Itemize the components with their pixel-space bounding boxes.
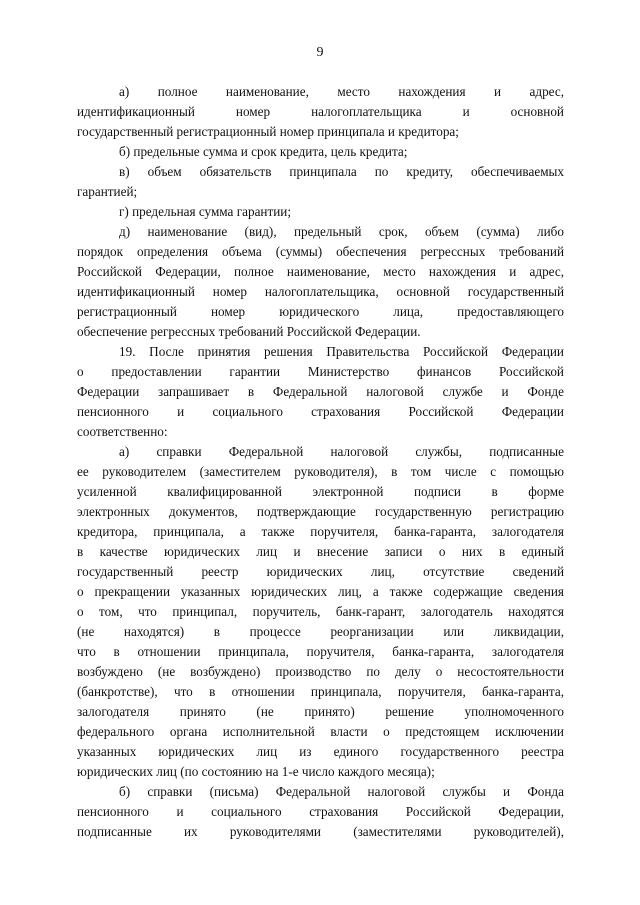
- text-line: идентификационный номер налогоплательщика, основной государственный: [77, 284, 564, 299]
- text-line: д) наименование (вид), предельный срок, объем (сумма) либо: [119, 224, 564, 239]
- document-body: [77, 82, 564, 842]
- text-line: Федерации запрашивает в Федеральной налоговой службе и Фонде: [77, 384, 564, 399]
- text-line: федерального органа исполнительной власти о предстоящем исключении: [77, 724, 564, 739]
- text-line: б) предельные сумма и срок кредита, цель кредита;: [119, 144, 408, 159]
- text-line: о прекращении указанных юридических лиц, а также содержащие сведения: [77, 584, 564, 599]
- text-line: в) объем обязательств принципала по кредиту, обеспечиваемых: [119, 164, 564, 179]
- text-line: б) справки (письма) Федеральной налоговой службы и Фонда: [119, 784, 564, 799]
- text-line: соответственно:: [77, 424, 168, 439]
- text-line: г) предельная сумма гарантии;: [119, 204, 292, 219]
- text-line: идентификационный номер налогоплательщика и основной: [77, 104, 564, 119]
- text-line: залогодателя принято (не принято) решение уполномоченного: [77, 704, 564, 719]
- text-line: (банкротстве), что в отношении принципала, поручителя, банка-гаранта,: [77, 684, 564, 699]
- text-line: государственный регистрационный номер принципала и кредитора;: [77, 124, 459, 139]
- text-line: (не находятся) в процессе реорганизации или ликвидации,: [77, 624, 564, 639]
- text-line: регистрационный номер юридического лица, предоставляющего: [77, 304, 564, 319]
- text-line: а) справки Федеральной налоговой службы, подписанные: [119, 444, 564, 459]
- text-line: юридических лиц (по состоянию на 1-е число каждого месяца);: [77, 764, 435, 779]
- text-line: что в отношении принципала, поручителя, банка-гаранта, залогодателя: [77, 644, 564, 659]
- text-line: о предоставлении гарантии Министерство финансов Российской: [77, 364, 564, 379]
- text-line: ее руководителем (заместителем руководителя), в том числе с помощью: [77, 464, 564, 479]
- text-line: усиленной квалифицированной электронной подписи в форме: [77, 484, 564, 499]
- text-line: гарантией;: [77, 184, 138, 199]
- text-line: пенсионного и социального страхования Российской Федерации: [77, 404, 564, 419]
- text-line: электронных документов, подтверждающие государственную регистрацию: [77, 504, 564, 519]
- text-line: о том, что принципал, поручитель, банк-гарант, залогодатель находятся: [77, 604, 564, 619]
- text-line: а) полное наименование, место нахождения и адрес,: [119, 84, 564, 99]
- text-line: Российской Федерации, полное наименование, место нахождения и адрес,: [77, 264, 564, 279]
- text-line: государственный реестр юридических лиц, отсутствие сведений: [77, 564, 564, 579]
- text-line: в качестве юридических лиц и внесение записи о них в единый: [77, 544, 564, 559]
- text-line: кредитора, принципала, а также поручителя, банка-гаранта, залогодателя: [77, 524, 564, 539]
- text-line: обеспечение регрессных требований Российской Федерации.: [77, 324, 421, 339]
- page-number: 9: [316, 45, 324, 60]
- text-line: подписанные их руководителями (заместителями руководителей),: [77, 824, 564, 839]
- text-line: возбуждено (не возбуждено) производство по делу о несостоятельности: [77, 664, 564, 679]
- text-line: указанных юридических лиц из единого государственного реестра: [77, 744, 564, 759]
- text-line: пенсионного и социального страхования Российской Федерации,: [77, 804, 564, 819]
- text-line: порядок определения объема (суммы) обеспечения регрессных требований: [77, 244, 564, 259]
- text-line: 19. После принятия решения Правительства Российской Федерации: [119, 344, 564, 359]
